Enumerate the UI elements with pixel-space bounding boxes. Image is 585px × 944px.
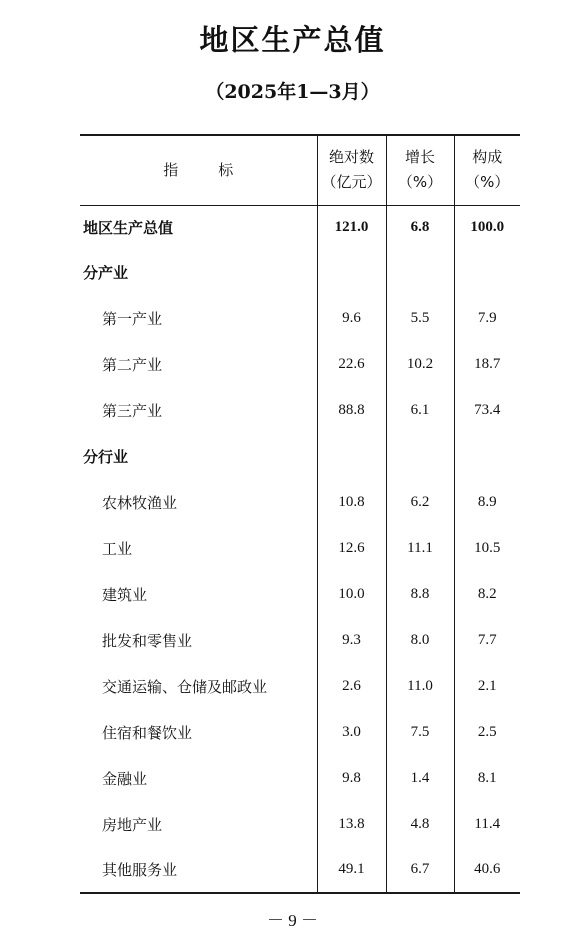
row-label: 建筑业 bbox=[102, 585, 148, 604]
row-growth: 6.2 bbox=[386, 479, 454, 525]
row-composition: 2.5 bbox=[454, 709, 520, 755]
row-absolute: 88.8 bbox=[317, 387, 386, 433]
row-growth bbox=[386, 249, 454, 295]
table-row bbox=[80, 709, 520, 755]
header-absolute bbox=[317, 135, 386, 205]
header-indicator bbox=[80, 135, 317, 205]
row-growth: 8.8 bbox=[386, 571, 454, 617]
row-absolute: 121.0 bbox=[317, 205, 386, 249]
row-growth: 11.0 bbox=[386, 663, 454, 709]
row-label: 住宿和餐饮业 bbox=[102, 723, 193, 742]
row-label: 第二产业 bbox=[102, 355, 163, 374]
row-composition: 8.1 bbox=[454, 755, 520, 801]
row-label: 第一产业 bbox=[102, 309, 163, 328]
header-growth bbox=[386, 135, 454, 205]
table-row bbox=[80, 433, 520, 479]
row-growth: 7.5 bbox=[386, 709, 454, 755]
table-row bbox=[80, 617, 520, 663]
row-label: 批发和零售业 bbox=[102, 631, 193, 650]
row-composition: 7.9 bbox=[454, 295, 520, 341]
table-row bbox=[80, 847, 520, 893]
row-composition: 18.7 bbox=[454, 341, 520, 387]
gdp-table bbox=[80, 134, 520, 894]
row-absolute: 12.6 bbox=[317, 525, 386, 571]
row-absolute: 3.0 bbox=[317, 709, 386, 755]
row-composition: 8.2 bbox=[454, 571, 520, 617]
row-label: 金融业 bbox=[102, 769, 148, 788]
period-subtitle: （2025年1—3月） bbox=[205, 81, 380, 103]
header-growth-line2: （%） bbox=[397, 173, 443, 192]
header-indicator-part2: 标 bbox=[218, 160, 234, 179]
header-absolute-line2: （亿元） bbox=[321, 173, 382, 192]
row-label: 农林牧渔业 bbox=[102, 493, 178, 512]
row-absolute bbox=[317, 433, 386, 479]
row-growth: 1.4 bbox=[386, 755, 454, 801]
header-composition-line2: （%） bbox=[465, 173, 510, 192]
row-composition: 100.0 bbox=[454, 205, 520, 249]
row-growth bbox=[386, 433, 454, 479]
row-absolute: 9.3 bbox=[317, 617, 386, 663]
row-composition: 10.5 bbox=[454, 525, 520, 571]
row-absolute: 9.8 bbox=[317, 755, 386, 801]
page-title: 地区生产总值 bbox=[199, 23, 386, 57]
row-absolute: 2.6 bbox=[317, 663, 386, 709]
header-growth-line1: 增长 bbox=[404, 148, 435, 167]
row-label: 其他服务业 bbox=[80, 847, 317, 893]
table-header bbox=[80, 135, 520, 205]
row-absolute: 22.6 bbox=[317, 341, 386, 387]
table-row bbox=[80, 755, 520, 801]
table-row bbox=[80, 249, 520, 295]
table-row bbox=[80, 387, 520, 433]
table-body bbox=[80, 205, 520, 893]
row-composition: 7.7 bbox=[454, 617, 520, 663]
table-row bbox=[80, 663, 520, 709]
row-growth: 11.1 bbox=[386, 525, 454, 571]
header-indicator-part1: 指 bbox=[163, 160, 179, 179]
header-composition bbox=[454, 135, 520, 205]
row-composition bbox=[454, 249, 520, 295]
row-absolute: 10.0 bbox=[317, 571, 386, 617]
gdp-table-container bbox=[80, 134, 520, 894]
header-composition-line1: 构成 bbox=[472, 148, 503, 167]
row-composition: 40.6 bbox=[454, 847, 520, 893]
table-row bbox=[80, 571, 520, 617]
row-absolute: 10.8 bbox=[317, 479, 386, 525]
table-row bbox=[80, 525, 520, 571]
page-number: － 9 － bbox=[267, 911, 318, 930]
row-growth: 5.5 bbox=[386, 295, 454, 341]
table-row bbox=[80, 479, 520, 525]
row-composition: 11.4 bbox=[454, 801, 520, 847]
row-growth: 10.2 bbox=[386, 341, 454, 387]
row-growth: 6.7 bbox=[386, 847, 454, 893]
row-label: 第三产业 bbox=[102, 401, 163, 420]
row-label: 地区生产总值 bbox=[83, 218, 174, 237]
row-absolute: 13.8 bbox=[317, 801, 386, 847]
table-row bbox=[80, 295, 520, 341]
row-absolute: 49.1 bbox=[317, 847, 386, 893]
row-absolute bbox=[317, 249, 386, 295]
table-row bbox=[80, 801, 520, 847]
table-row bbox=[80, 205, 520, 249]
row-composition: 2.1 bbox=[454, 663, 520, 709]
row-growth: 4.8 bbox=[386, 801, 454, 847]
row-label: 房地产业 bbox=[102, 815, 163, 834]
row-growth: 6.1 bbox=[386, 387, 454, 433]
row-absolute: 9.6 bbox=[317, 295, 386, 341]
row-label: 工业 bbox=[102, 539, 133, 558]
row-growth: 6.8 bbox=[386, 205, 454, 249]
row-composition: 8.9 bbox=[454, 479, 520, 525]
row-growth: 8.0 bbox=[386, 617, 454, 663]
row-label: 分行业 bbox=[83, 447, 129, 466]
row-composition bbox=[454, 433, 520, 479]
table-row bbox=[80, 341, 520, 387]
header-absolute-line1: 绝对数 bbox=[328, 148, 374, 167]
row-label: 分产业 bbox=[83, 263, 129, 282]
row-composition: 73.4 bbox=[454, 387, 520, 433]
row-label: 交通运输、仓储及邮政业 bbox=[102, 677, 268, 696]
